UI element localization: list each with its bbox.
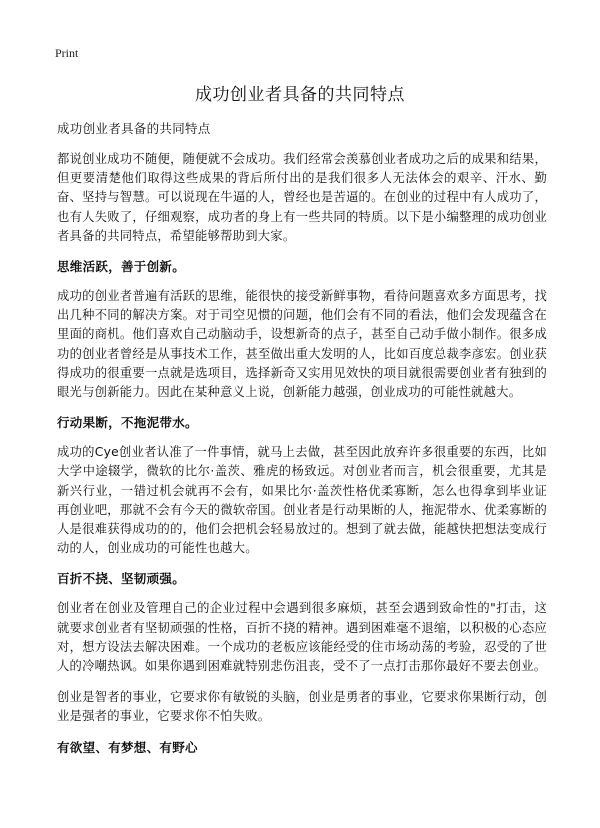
section-heading-ambition: 有欲望、有梦想、有野心	[57, 739, 198, 755]
section-paragraph: 创业是智者的事业，它要求你有敏锐的头脑，创业是勇者的事业，它要求你果断行动，创业是强者的事业，它要求你不怕失败。	[57, 690, 547, 724]
print-link[interactable]: Print	[55, 46, 79, 60]
section-paragraph: 创业者在创业及管理自己的企业过程中会遇到很多麻烦，甚至会遇到致命性的"打击，这就要求创业者有坚韧顽强的性格，百折不挠的精神。遇到困难毫不退缩，以积极的心态应对，想方设法去解决困难。一个成功的老板应该能经受的住市场动荡的考验，忍受的了世人的冷嘲热讽。如果你遇到困难就特别悲伤沮丧，受不了一点打击那你最好不要去创业。	[57, 601, 547, 674]
intro-paragraph: 都说创业成功不随便，随便就不会成功。我们经常会羡慕创业者成功之后的成果和结果，但更要清楚他们取得这些成果的背后所付出的是我们很多人无法体会的艰辛、汗水、勤奋、坚持与智慧。可以说现在牛逼的人，曾经也是苦逼的。在创业的过程中有人成功了，也有人失败了，仔细观察，成功者的身上有一些共同的特质。以下是小编整理的成功创业者具备的共同特点，希望能够帮助到大家。	[57, 152, 547, 243]
section-heading-perseverance: 百折不挠、坚韧顽强。	[57, 571, 186, 587]
section-paragraph: 成功的创业者普遍有活跃的思维，能很快的接受新鲜事物，看待问题喜欢多方面思考，找出几种不同的解决方案。对于司空见惯的问题，他们会有不同的看法，他们会发现蕴含在里面的商机。他们喜欢自己动脑动手，设想新奇的点子，甚至自己动手做小制作。很多成功的创业者曾经是从事技术工作，甚至做出重大发明的人，比如百度总裁李彦宏。创业获得成功的很重要一点就是选项目，选择新奇又实用见效快的项目就很需要创业者有独到的眼光与创新能力。因此在某种意义上说，创新能力越强，创业成功的可能性就越大。	[57, 289, 547, 400]
document-subtitle: 成功创业者具备的共同特点	[57, 121, 211, 136]
document-body	[57, 120, 547, 768]
document-title: 成功创业者具备的共同特点	[195, 85, 405, 105]
section-paragraph: 成功的Cye创业者认准了一件事情，就马上去做，甚至因此放弃许多很重要的东西，比如大学中途辍学，微软的比尔·盖茨、雅虎的杨致远。对创业者而言，机会很重要，尤其是新兴行业，一错过机会就再不会有，如果比尔·盖茨性格优柔寡断，怎么也得拿到毕业证再创业吧，那就不会有今天的微软帝国。创业者是行动果断的人，拖泥带水、优柔寡断的人是很难获得成功的的，他们会把机会轻易放过的。想到了就去做，能越快把想法变成行动的人，创业成功的可能性也越大。	[57, 445, 547, 556]
section-heading-innovation: 思维活跃，善于创新。	[57, 259, 186, 275]
section-heading-decisive: 行动果断，不拖泥带水。	[57, 415, 198, 431]
